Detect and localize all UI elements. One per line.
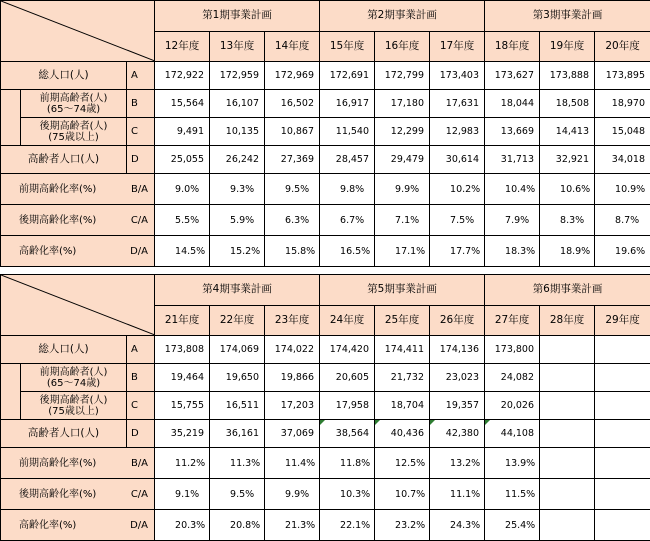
value-cell: 38,564 xyxy=(320,420,375,448)
comment-marker-icon xyxy=(375,420,380,425)
population-table-2 xyxy=(0,274,650,541)
indent-cell xyxy=(1,364,21,420)
row-key: C xyxy=(127,392,155,420)
year-header: 17年度 xyxy=(430,31,485,62)
year-header: 24年度 xyxy=(320,305,375,336)
row-key: A xyxy=(127,336,155,364)
row-label: 後期高齢化率(%) xyxy=(19,488,97,500)
value-cell: 17.7% xyxy=(430,236,485,267)
value-cell: 172,959 xyxy=(210,62,265,90)
diagonal-line xyxy=(1,1,155,61)
value-cell: 17,958 xyxy=(320,392,375,420)
diagonal-line xyxy=(1,275,155,335)
value-cell: 173,627 xyxy=(485,62,540,90)
row-label: 総人口(人) xyxy=(1,62,127,90)
row-aging_rate xyxy=(1,510,650,541)
value-cell: 35,219 xyxy=(155,420,210,448)
value-cell: 19,464 xyxy=(155,364,210,392)
row-aging_rate xyxy=(1,236,650,267)
value-cell: 9.5% xyxy=(210,479,265,510)
value-cell: 16,511 xyxy=(210,392,265,420)
year-header: 21年度 xyxy=(155,305,210,336)
value-cell: 32,921 xyxy=(540,146,595,174)
year-header: 25年度 xyxy=(375,305,430,336)
value-cell: 14,413 xyxy=(540,118,595,146)
value-cell: 173,895 xyxy=(595,62,650,90)
value-cell: 17.1% xyxy=(375,236,430,267)
rate-label-cell xyxy=(1,448,155,479)
row-label xyxy=(21,392,127,420)
value-cell: 26,242 xyxy=(210,146,265,174)
value-cell: 6.7% xyxy=(320,205,375,236)
rate-label-cell xyxy=(1,479,155,510)
value-cell: 5.5% xyxy=(155,205,210,236)
row-label-line2: (65～74歳) xyxy=(46,377,101,389)
comment-marker-icon xyxy=(430,420,435,425)
value-cell: 174,069 xyxy=(210,336,265,364)
value-cell: 12.5% xyxy=(375,448,430,479)
value-cell: 173,808 xyxy=(155,336,210,364)
value-cell: 17,631 xyxy=(430,90,485,118)
value-cell: 10.6% xyxy=(540,174,595,205)
row-key: C xyxy=(127,118,155,146)
value-cell: 174,420 xyxy=(320,336,375,364)
value-cell xyxy=(595,364,650,392)
rate-label-cell xyxy=(1,236,155,267)
value-cell: 30,614 xyxy=(430,146,485,174)
value-cell: 34,018 xyxy=(595,146,650,174)
value-cell: 15,048 xyxy=(595,118,650,146)
value-cell: 5.9% xyxy=(210,205,265,236)
value-cell: 7.5% xyxy=(430,205,485,236)
comment-marker-icon xyxy=(485,420,490,425)
value-cell: 16.5% xyxy=(320,236,375,267)
value-cell: 18,704 xyxy=(375,392,430,420)
value-cell: 11.5% xyxy=(485,479,540,510)
value-cell: 173,800 xyxy=(485,336,540,364)
value-cell: 36,161 xyxy=(210,420,265,448)
value-cell: 24.3% xyxy=(430,510,485,541)
row-label: 高齢化率(%) xyxy=(19,245,77,257)
value-cell xyxy=(540,392,595,420)
rate-label-cell xyxy=(1,205,155,236)
year-header: 18年度 xyxy=(485,31,540,62)
row-key: A xyxy=(127,62,155,90)
rate-label-cell xyxy=(1,510,155,541)
row-label: 高齢者人口(人) xyxy=(1,420,127,448)
value-cell: 21.3% xyxy=(265,510,320,541)
value-cell: 19.6% xyxy=(595,236,650,267)
row-label-line2: (65～74歳) xyxy=(46,103,101,115)
value-cell: 25,055 xyxy=(155,146,210,174)
value-cell xyxy=(595,510,650,541)
value-cell xyxy=(595,420,650,448)
value-cell: 174,411 xyxy=(375,336,430,364)
value-cell: 11.8% xyxy=(320,448,375,479)
value-cell: 16,107 xyxy=(210,90,265,118)
value-cell: 8.7% xyxy=(595,205,650,236)
value-cell: 24,082 xyxy=(485,364,540,392)
row-label xyxy=(21,364,127,392)
value-cell: 15,564 xyxy=(155,90,210,118)
rate-label-wrap xyxy=(1,215,154,226)
year-header: 27年度 xyxy=(485,305,540,336)
row-key: D/A xyxy=(130,245,149,257)
row-early xyxy=(1,90,650,118)
value-cell: 14.5% xyxy=(155,236,210,267)
row-early_rate xyxy=(1,448,650,479)
corner-header xyxy=(1,275,155,336)
row-label-line2: (75歳以上) xyxy=(48,131,99,143)
value-cell: 10,867 xyxy=(265,118,320,146)
value-cell: 15,755 xyxy=(155,392,210,420)
row-late xyxy=(1,392,650,420)
row-label-line1: 前期高齢者(人) xyxy=(39,92,108,104)
value-cell: 11.4% xyxy=(265,448,320,479)
value-cell: 6.3% xyxy=(265,205,320,236)
period-header: 第6期事業計画 xyxy=(485,275,650,306)
value-cell: 19,650 xyxy=(210,364,265,392)
row-label xyxy=(21,118,127,146)
value-cell xyxy=(540,336,595,364)
value-cell: 10.7% xyxy=(375,479,430,510)
value-cell: 27,369 xyxy=(265,146,320,174)
year-header: 14年度 xyxy=(265,31,320,62)
value-cell: 9.1% xyxy=(155,479,210,510)
row-key: B/A xyxy=(130,457,149,469)
value-cell xyxy=(540,479,595,510)
value-cell: 173,888 xyxy=(540,62,595,90)
period-header: 第1期事業計画 xyxy=(155,1,320,32)
header-row-periods xyxy=(1,275,650,306)
row-label-line1: 後期高齢者(人) xyxy=(39,120,108,132)
row-early xyxy=(1,364,650,392)
value-cell xyxy=(595,479,650,510)
row-label: 高齢者人口(人) xyxy=(1,146,127,174)
row-key: C/A xyxy=(130,488,149,500)
rate-label-wrap xyxy=(1,489,154,500)
value-cell: 16,502 xyxy=(265,90,320,118)
value-cell: 28,457 xyxy=(320,146,375,174)
value-cell: 15.2% xyxy=(210,236,265,267)
row-label: 前期高齢化率(%) xyxy=(19,183,97,195)
row-late_rate xyxy=(1,205,650,236)
value-cell: 18,508 xyxy=(540,90,595,118)
row-late xyxy=(1,118,650,146)
row-total xyxy=(1,62,650,90)
indent-cell xyxy=(1,90,21,146)
value-cell: 42,380 xyxy=(430,420,485,448)
comment-marker-icon xyxy=(320,420,325,425)
rate-label-wrap xyxy=(1,458,154,469)
row-label-line1: 前期高齢者(人) xyxy=(39,366,108,378)
row-label-line2: (75歳以上) xyxy=(48,405,99,417)
value-cell: 17,180 xyxy=(375,90,430,118)
value-cell: 23,023 xyxy=(430,364,485,392)
row-label-line1: 後期高齢者(人) xyxy=(39,394,108,406)
value-cell: 22.1% xyxy=(320,510,375,541)
value-cell: 20,026 xyxy=(485,392,540,420)
value-cell: 9.5% xyxy=(265,174,320,205)
value-cell: 29,479 xyxy=(375,146,430,174)
year-header: 29年度 xyxy=(595,305,650,336)
year-header: 19年度 xyxy=(540,31,595,62)
value-cell: 31,713 xyxy=(485,146,540,174)
value-cell: 23.2% xyxy=(375,510,430,541)
value-cell: 20.3% xyxy=(155,510,210,541)
value-cell xyxy=(595,448,650,479)
value-cell: 172,691 xyxy=(320,62,375,90)
year-header: 13年度 xyxy=(210,31,265,62)
value-cell: 40,436 xyxy=(375,420,430,448)
row-key: B xyxy=(127,364,155,392)
value-cell xyxy=(595,336,650,364)
value-cell: 8.3% xyxy=(540,205,595,236)
row-key: C/A xyxy=(130,214,149,226)
value-cell: 13,669 xyxy=(485,118,540,146)
value-cell: 18.9% xyxy=(540,236,595,267)
value-cell: 172,969 xyxy=(265,62,320,90)
value-cell: 7.9% xyxy=(485,205,540,236)
period-header: 第3期事業計画 xyxy=(485,1,650,32)
header-row-periods xyxy=(1,1,650,32)
value-cell: 17,203 xyxy=(265,392,320,420)
value-cell: 18.3% xyxy=(485,236,540,267)
year-header: 23年度 xyxy=(265,305,320,336)
year-header: 12年度 xyxy=(155,31,210,62)
row-total xyxy=(1,336,650,364)
value-cell: 37,069 xyxy=(265,420,320,448)
value-cell: 172,799 xyxy=(375,62,430,90)
value-cell: 18,044 xyxy=(485,90,540,118)
value-cell: 11.2% xyxy=(155,448,210,479)
row-elderly xyxy=(1,420,650,448)
row-early_rate xyxy=(1,174,650,205)
value-cell: 10.9% xyxy=(595,174,650,205)
row-label: 高齢化率(%) xyxy=(19,519,77,531)
period-header: 第5期事業計画 xyxy=(320,275,485,306)
value-cell: 10.4% xyxy=(485,174,540,205)
value-cell: 174,022 xyxy=(265,336,320,364)
row-label: 前期高齢化率(%) xyxy=(19,457,97,469)
value-cell: 12,983 xyxy=(430,118,485,146)
value-cell: 15.8% xyxy=(265,236,320,267)
value-cell: 16,917 xyxy=(320,90,375,118)
year-header: 22年度 xyxy=(210,305,265,336)
value-cell: 21,732 xyxy=(375,364,430,392)
row-label xyxy=(21,90,127,118)
value-cell: 20,605 xyxy=(320,364,375,392)
value-cell: 9.9% xyxy=(265,479,320,510)
value-cell: 11.1% xyxy=(430,479,485,510)
period-header: 第2期事業計画 xyxy=(320,1,485,32)
value-cell: 173,403 xyxy=(430,62,485,90)
value-cell: 20.8% xyxy=(210,510,265,541)
corner-header xyxy=(1,1,155,62)
value-cell: 13.9% xyxy=(485,448,540,479)
rate-label-wrap xyxy=(1,520,154,531)
value-cell: 10.3% xyxy=(320,479,375,510)
row-key: B xyxy=(127,90,155,118)
value-cell: 44,108 xyxy=(485,420,540,448)
value-cell: 7.1% xyxy=(375,205,430,236)
value-cell: 9.8% xyxy=(320,174,375,205)
value-cell: 18,970 xyxy=(595,90,650,118)
value-cell: 19,357 xyxy=(430,392,485,420)
row-key: D xyxy=(127,146,155,174)
row-elderly xyxy=(1,146,650,174)
value-cell xyxy=(540,448,595,479)
value-cell: 9.9% xyxy=(375,174,430,205)
value-cell: 12,299 xyxy=(375,118,430,146)
year-header: 26年度 xyxy=(430,305,485,336)
year-header: 28年度 xyxy=(540,305,595,336)
year-header: 20年度 xyxy=(595,31,650,62)
row-key: D/A xyxy=(130,519,149,531)
value-cell xyxy=(595,392,650,420)
value-cell: 13.2% xyxy=(430,448,485,479)
value-cell: 10.2% xyxy=(430,174,485,205)
year-header: 15年度 xyxy=(320,31,375,62)
population-table-1 xyxy=(0,0,650,267)
row-key: B/A xyxy=(130,183,149,195)
value-cell: 9.0% xyxy=(155,174,210,205)
value-cell: 11.3% xyxy=(210,448,265,479)
value-cell xyxy=(540,420,595,448)
value-cell: 11,540 xyxy=(320,118,375,146)
value-cell: 19,866 xyxy=(265,364,320,392)
value-cell: 172,922 xyxy=(155,62,210,90)
row-late_rate xyxy=(1,479,650,510)
row-label: 総人口(人) xyxy=(1,336,127,364)
rate-label-wrap xyxy=(1,184,154,195)
value-cell: 25.4% xyxy=(485,510,540,541)
value-cell: 10,135 xyxy=(210,118,265,146)
year-header: 16年度 xyxy=(375,31,430,62)
value-cell: 174,136 xyxy=(430,336,485,364)
period-header: 第4期事業計画 xyxy=(155,275,320,306)
value-cell: 9.3% xyxy=(210,174,265,205)
row-key: D xyxy=(127,420,155,448)
row-label: 後期高齢化率(%) xyxy=(19,214,97,226)
value-cell xyxy=(540,364,595,392)
value-cell: 9,491 xyxy=(155,118,210,146)
rate-label-cell xyxy=(1,174,155,205)
value-cell xyxy=(540,510,595,541)
rate-label-wrap xyxy=(1,246,154,257)
